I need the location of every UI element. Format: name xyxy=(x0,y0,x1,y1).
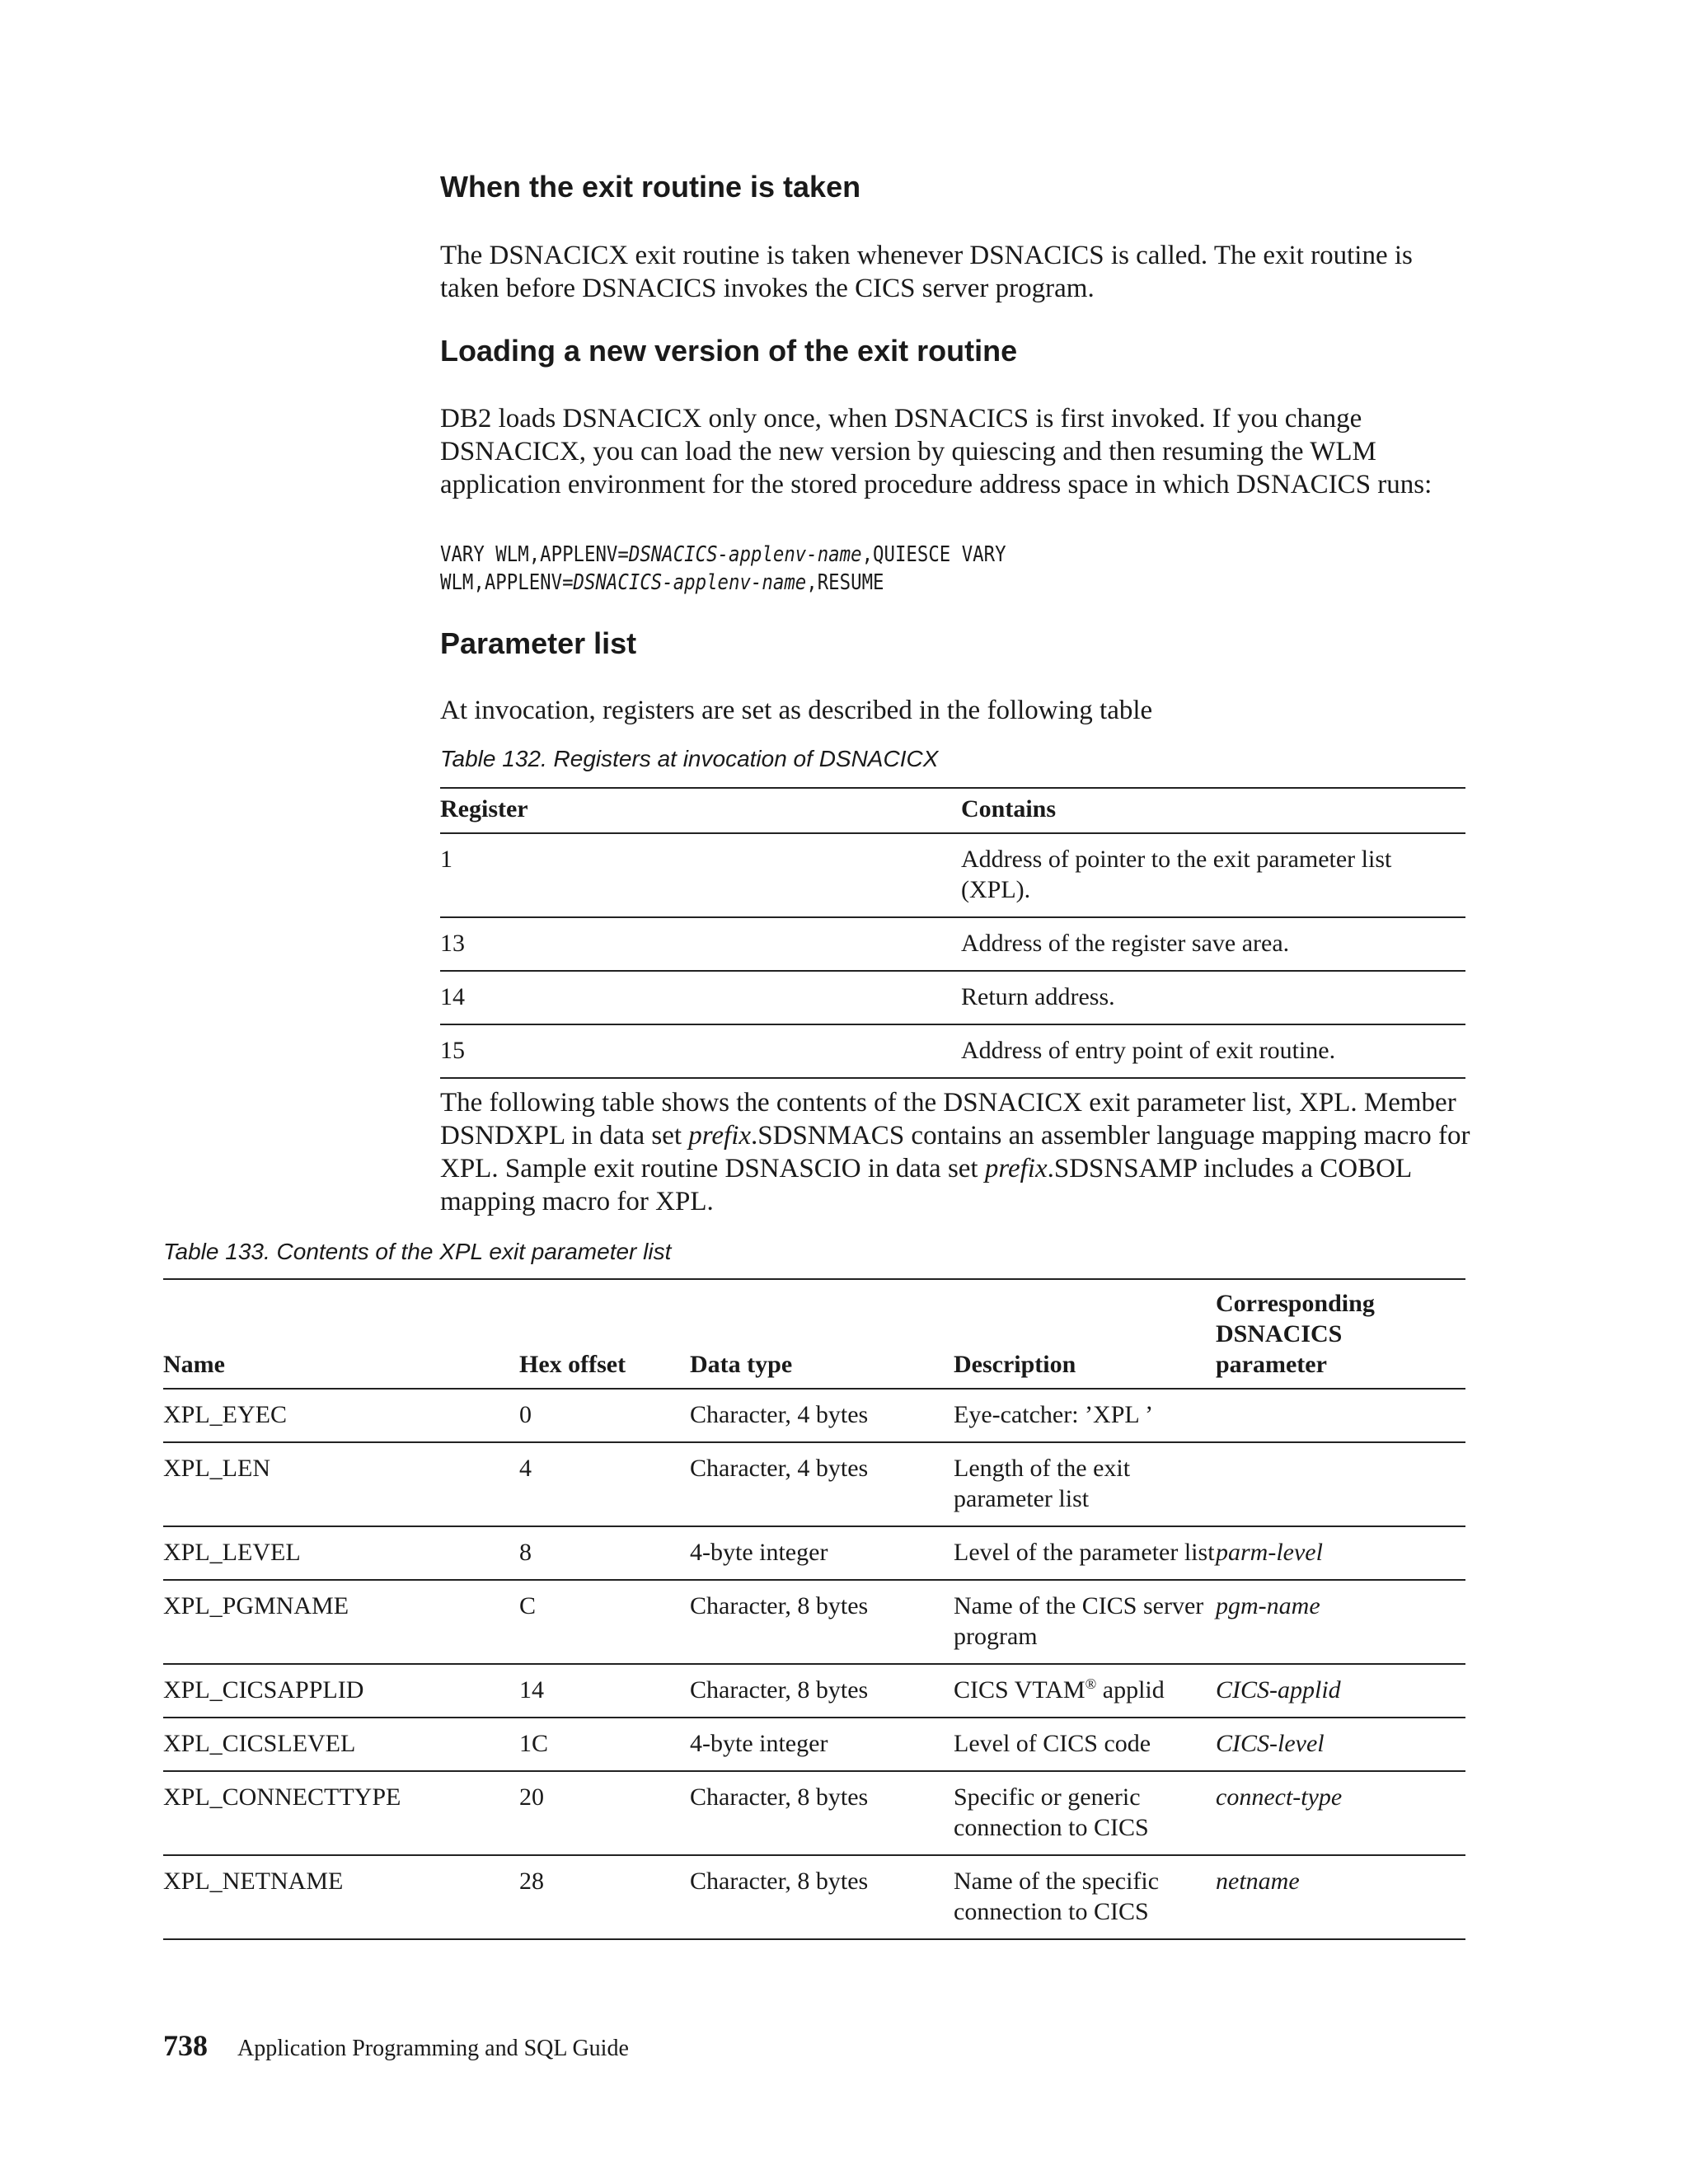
contains-cell: Address of the register save area. xyxy=(961,917,1465,971)
hex-offset-cell: 20 xyxy=(519,1771,690,1855)
table-header-row xyxy=(440,788,1465,833)
page-footer xyxy=(163,2028,629,2063)
prefix-variable: prefix xyxy=(984,1154,1048,1183)
parameter-cell: pgm-name xyxy=(1216,1580,1465,1664)
data-type-cell: Character, 4 bytes xyxy=(690,1442,954,1526)
register-cell: 13 xyxy=(440,917,961,971)
parameter-cell: CICS-applid xyxy=(1216,1664,1465,1718)
paragraph-exit-taken: The DSNACICX exit routine is taken whenever DSNACICS is called. The exit routine is taken before DSNACICS invokes the CICS server program. xyxy=(440,241,1413,303)
section-heading-exit-taken: When the exit routine is taken xyxy=(440,170,861,204)
table-133-caption: Table 133. Contents of the XPL exit parameter list xyxy=(163,1239,672,1264)
code-text: WLM,APPLENV= xyxy=(440,570,574,595)
column-header-dsnacics-parameter: Corresponding DSNACICS parameter xyxy=(1216,1279,1465,1389)
name-cell: XPL_LEVEL xyxy=(163,1526,519,1580)
parameter-cell: netname xyxy=(1216,1855,1465,1939)
data-type-cell: Character, 4 bytes xyxy=(690,1389,954,1442)
description-cell: Name of the CICS server program xyxy=(954,1580,1216,1664)
page-number: 738 xyxy=(163,2029,208,2062)
parameter-cell: connect-type xyxy=(1216,1771,1465,1855)
name-cell: XPL_CICSAPPLID xyxy=(163,1664,519,1718)
hex-offset-cell: 8 xyxy=(519,1526,690,1580)
register-cell: 15 xyxy=(440,1024,961,1078)
hex-offset-cell: 1C xyxy=(519,1718,690,1771)
table-row xyxy=(163,1526,1465,1580)
table-row xyxy=(163,1855,1465,1939)
section-heading-parameter-list: Parameter list xyxy=(440,626,637,660)
parameter-cell xyxy=(1216,1389,1465,1442)
name-cell: XPL_PGMNAME xyxy=(163,1580,519,1664)
description-cell: Eye-catcher: ’XPL ’ xyxy=(954,1389,1216,1442)
name-cell: XPL_CONNECTTYPE xyxy=(163,1771,519,1855)
table-row xyxy=(163,1771,1465,1855)
section-heading-loading: Loading a new version of the exit routine xyxy=(440,334,1018,368)
description-cell: Name of the specific connection to CICS xyxy=(954,1855,1216,1939)
table-header-row xyxy=(163,1279,1465,1389)
description-cell: Specific or generic connection to CICS xyxy=(954,1771,1216,1855)
code-text: ,RESUME xyxy=(806,570,884,595)
register-cell: 14 xyxy=(440,971,961,1024)
paragraph-text: .SDSNMACS contains an assembler language mapping macro for XPL. Sample exit routine DSNASCIO in data set xyxy=(440,1121,1470,1183)
description-cell: Length of the exit parameter list xyxy=(954,1442,1216,1526)
table-row xyxy=(440,1024,1465,1078)
prefix-variable: prefix xyxy=(688,1121,752,1151)
hex-offset-cell: 14 xyxy=(519,1664,690,1718)
column-header-data-type: Data type xyxy=(690,1279,954,1389)
hex-offset-cell: 28 xyxy=(519,1855,690,1939)
table-row xyxy=(163,1718,1465,1771)
parameter-cell: CICS-level xyxy=(1216,1718,1465,1771)
table-row xyxy=(440,917,1465,971)
data-type-cell: Character, 8 bytes xyxy=(690,1580,954,1664)
register-cell: 1 xyxy=(440,833,961,917)
data-type-cell: 4-byte integer xyxy=(690,1718,954,1771)
table-133-xpl-contents xyxy=(163,1278,1465,1940)
table-row xyxy=(163,1580,1465,1664)
code-variable: DSNACICS-applenv-name xyxy=(628,542,862,567)
table-132-registers xyxy=(440,787,1465,1079)
column-header-contains: Contains xyxy=(961,788,1465,833)
description-cell: Level of CICS code xyxy=(954,1718,1216,1771)
code-block-vary-wlm xyxy=(440,541,1006,597)
book-title: Application Programming and SQL Guide xyxy=(237,2036,629,2061)
column-header-hex-offset: Hex offset xyxy=(519,1279,690,1389)
paragraph-parameter-intro: At invocation, registers are set as described in the following table xyxy=(440,696,1153,725)
data-type-cell: Character, 8 bytes xyxy=(690,1855,954,1939)
hex-offset-cell: C xyxy=(519,1580,690,1664)
code-variable: DSNACICS-applenv-name xyxy=(573,570,807,595)
data-type-cell: Character, 8 bytes xyxy=(690,1664,954,1718)
hex-offset-cell: 0 xyxy=(519,1389,690,1442)
data-type-cell: 4-byte integer xyxy=(690,1526,954,1580)
name-cell: XPL_CICSLEVEL xyxy=(163,1718,519,1771)
column-header-register: Register xyxy=(440,788,961,833)
code-text: ,QUIESCE VARY xyxy=(861,542,1006,567)
column-header-name: Name xyxy=(163,1279,519,1389)
contains-cell: Address of pointer to the exit parameter list (XPL). xyxy=(961,833,1465,917)
name-cell: XPL_LEN xyxy=(163,1442,519,1526)
table-row xyxy=(163,1389,1465,1442)
paragraph-loading: DB2 loads DSNACICX only once, when DSNACICS is first invoked. If you change DSNACICX, you can load the new version by quiescing and then resuming the WLM application environment for the stored procedure address space in which DSNACICS runs: xyxy=(440,404,1432,499)
parameter-cell: parm-level xyxy=(1216,1526,1465,1580)
table-row xyxy=(163,1442,1465,1526)
name-cell: XPL_EYEC xyxy=(163,1389,519,1442)
paragraph-xpl-description xyxy=(440,1086,1470,1218)
contains-cell: Return address. xyxy=(961,971,1465,1024)
contains-cell: Address of entry point of exit routine. xyxy=(961,1024,1465,1078)
description-cell: Level of the parameter list xyxy=(954,1526,1216,1580)
code-text: VARY WLM,APPLENV= xyxy=(440,542,629,567)
paragraph-text: .SDSNSAMP includes a COBOL mapping macro for XPL. xyxy=(440,1154,1411,1216)
table-132-caption: Table 132. Registers at invocation of DSNACICX xyxy=(440,746,939,771)
table-row xyxy=(440,833,1465,917)
table-row xyxy=(440,971,1465,1024)
data-type-cell: Character, 8 bytes xyxy=(690,1771,954,1855)
parameter-cell xyxy=(1216,1442,1465,1526)
column-header-description: Description xyxy=(954,1279,1216,1389)
paragraph-text: The following table shows the contents of the DSNACICX exit parameter list, XPL. Member DSNDXPL in data set xyxy=(440,1088,1456,1151)
hex-offset-cell: 4 xyxy=(519,1442,690,1526)
description-cell: CICS VTAM® applid xyxy=(954,1664,1216,1718)
table-row xyxy=(163,1664,1465,1718)
name-cell: XPL_NETNAME xyxy=(163,1855,519,1939)
